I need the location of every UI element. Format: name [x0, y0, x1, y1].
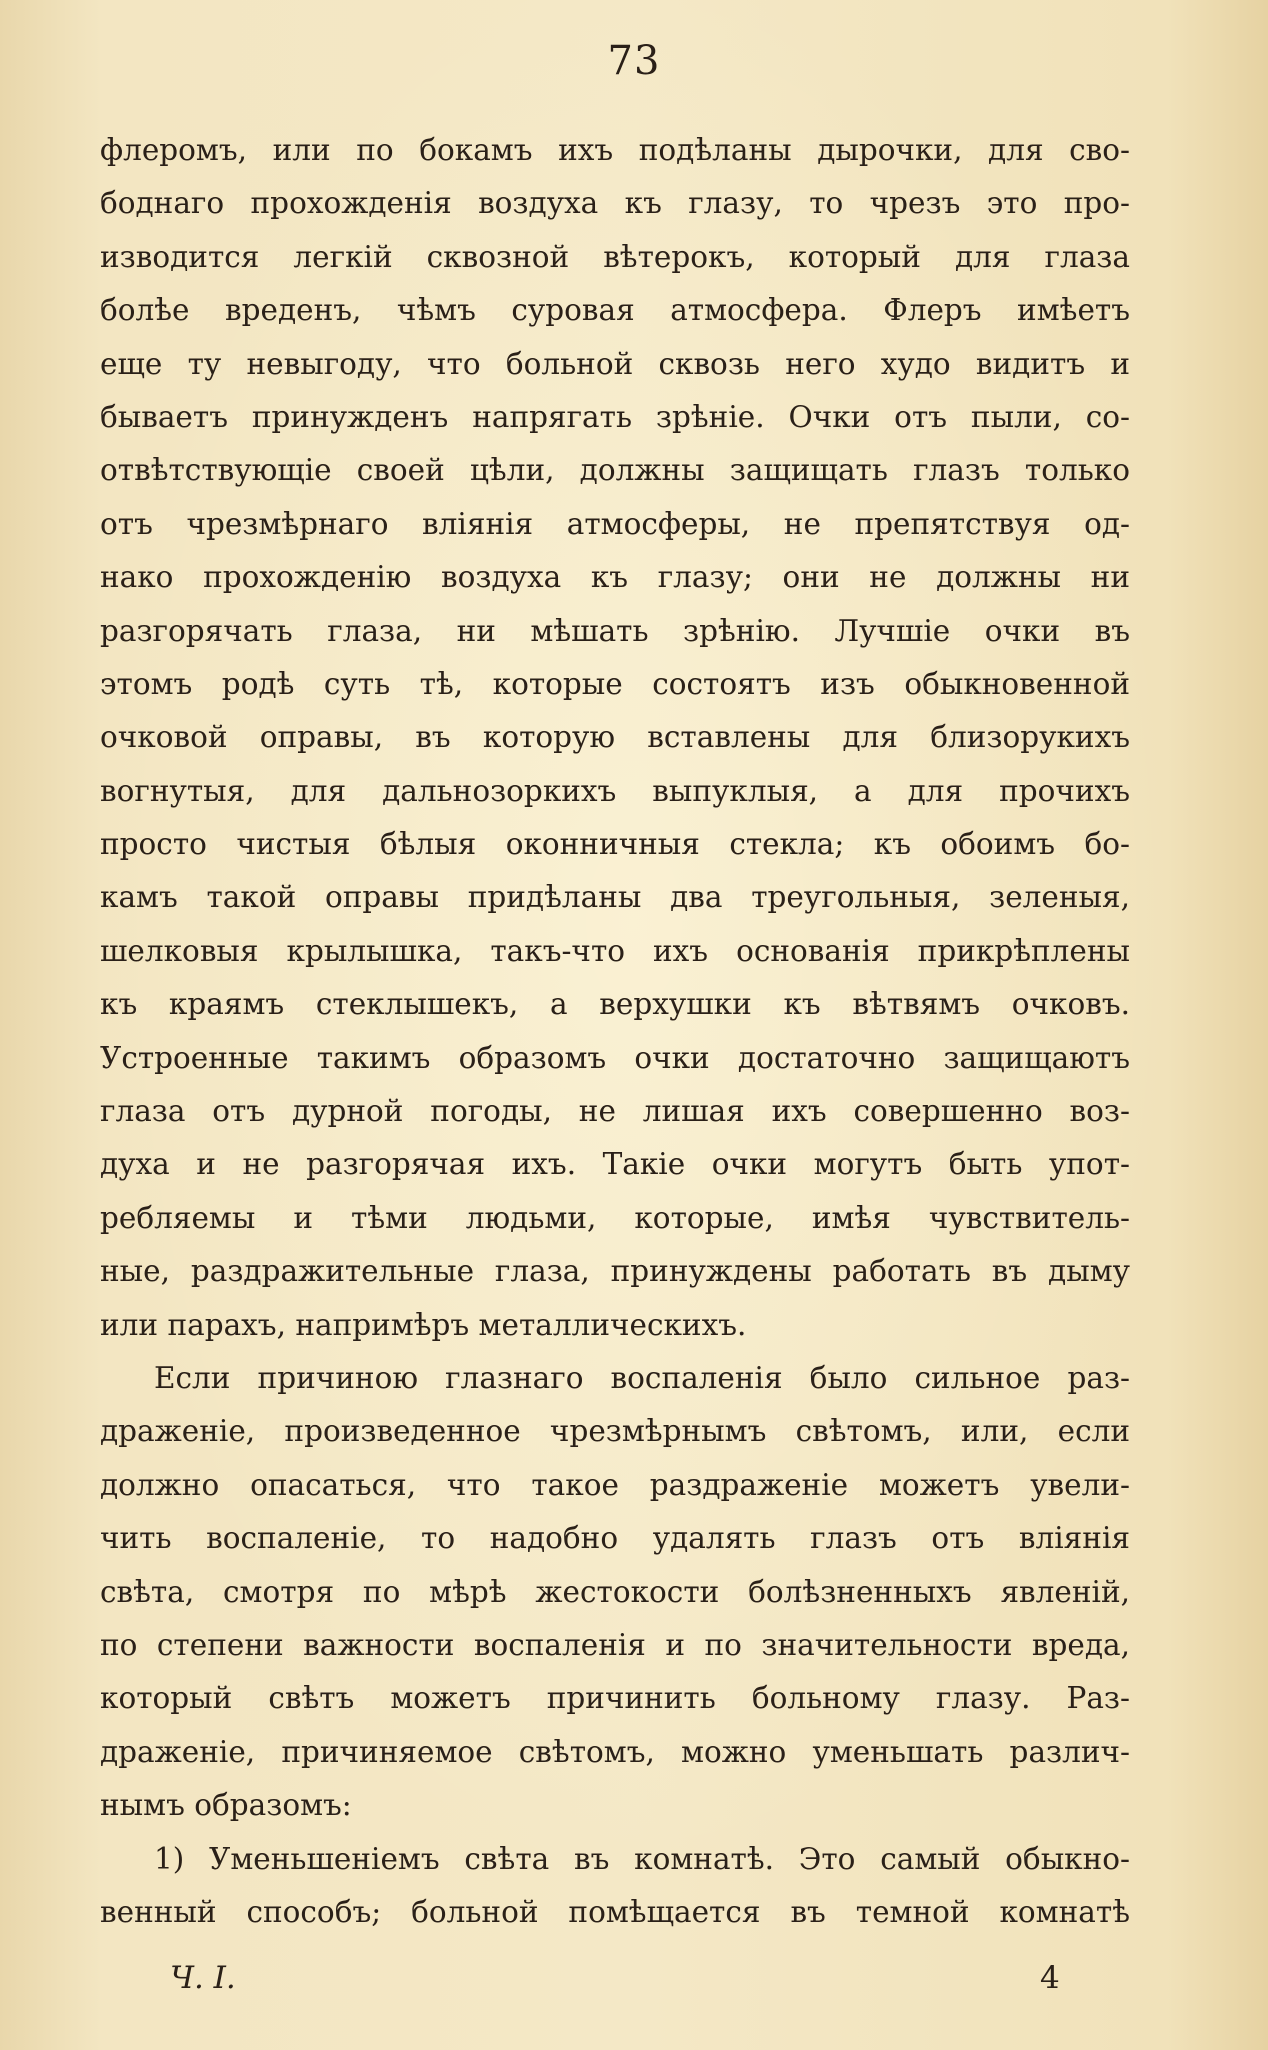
text-line: по степени важности воспаленія и по значительности вреда,	[100, 1627, 1130, 1662]
text-line: еще ту невыгоду, что больной сквозь него худо видитъ и	[100, 346, 1130, 381]
text-line: нако прохожденію воздуха къ глазу; они не должны ни	[100, 560, 1130, 595]
text-line: драженіе, причиняемое свѣтомъ, можно уменьшать различ-	[100, 1734, 1130, 1769]
text-line: венный способъ; больной помѣщается въ темной комнатѣ	[100, 1894, 1130, 1929]
text-line: отвѣтствующіе своей цѣли, должны защищать глазъ только	[100, 453, 1130, 488]
text-line: этомъ родѣ суть тѣ, которые состоятъ изъ обыкновенной	[100, 666, 1130, 701]
text-line: или парахъ, напримѣръ металлическихъ.	[100, 1307, 747, 1342]
text-line: глаза отъ дурной погоды, не лишая ихъ совершенно воз-	[100, 1094, 1130, 1129]
sheet-number: 4	[1040, 1960, 1060, 1996]
text-line: просто чистыя бѣлыя оконничныя стекла; къ обоимъ бо-	[100, 827, 1130, 862]
paragraph-start-line: Если причиною глазнаго воспаленія было сильное раз-	[154, 1360, 1130, 1395]
page-footer	[0, 1960, 1268, 2010]
text-line: болѣе вреденъ, чѣмъ суровая атмосфера. Флеръ имѣетъ	[100, 293, 1130, 328]
text-line: который свѣтъ можетъ причинить больному глазу. Раз-	[100, 1681, 1130, 1716]
text-line: шелковыя крылышка, такъ-что ихъ основанія прикрѣплены	[100, 933, 1130, 968]
text-line: ребляемы и тѣми людьми, которые, имѣя чувствитель-	[100, 1200, 1130, 1235]
text-line: духа и не разгорячая ихъ. Такіе очки могутъ быть упот-	[100, 1147, 1130, 1182]
text-line: изводится легкій сквозной вѣтерокъ, который для глаза	[100, 239, 1130, 274]
text-line: бываетъ принужденъ напрягать зрѣніе. Очки отъ пыли, со-	[100, 399, 1130, 434]
text-line: отъ чрезмѣрнаго вліянія атмосферы, не препятствуя од-	[100, 506, 1130, 541]
text-line: ные, раздражительные глаза, принуждены работать въ дыму	[100, 1254, 1130, 1289]
text-line: драженіе, произведенное чрезмѣрнымъ свѣтомъ, или, если	[100, 1414, 1130, 1449]
page-number: 73	[607, 38, 661, 84]
text-line: вогнутыя, для дальнозоркихъ выпуклыя, а для прочихъ	[100, 773, 1130, 808]
text-line: должно опасаться, что такое раздраженіе можетъ увели-	[100, 1467, 1130, 1502]
text-line: нымъ образомъ:	[100, 1788, 352, 1823]
text-line: чить воспаленіе, то надобно удалять глазъ отъ вліянія	[100, 1521, 1130, 1556]
text-line: боднаго прохожденія воздуха къ глазу, то чрезъ это про-	[100, 186, 1130, 221]
list-item-line: 1) Уменьшеніемъ свѣта въ комнатѣ. Это самый обыкно-	[154, 1841, 1130, 1876]
text-line: камъ такой оправы придѣланы два треугольныя, зеленыя,	[100, 880, 1130, 915]
signature-mark: Ч. I.	[170, 1960, 236, 1996]
text-line: разгорячать глаза, ни мѣшать зрѣнію. Лучшіе очки въ	[100, 613, 1130, 648]
text-line: флеромъ, или по бокамъ ихъ подѣланы дырочки, для сво-	[100, 133, 1130, 167]
text-line: Устроенные такимъ образомъ очки достаточно защищаютъ	[100, 1040, 1130, 1075]
text-line: очковой оправы, въ которую вставлены для близорукихъ	[100, 720, 1130, 755]
text-line: свѣта, смотря по мѣрѣ жестокости болѣзненныхъ явленій,	[100, 1574, 1130, 1609]
body-text	[100, 124, 1130, 1939]
text-line: къ краямъ стеклышекъ, а верхушки къ вѣтвямъ очковъ.	[100, 987, 1130, 1022]
